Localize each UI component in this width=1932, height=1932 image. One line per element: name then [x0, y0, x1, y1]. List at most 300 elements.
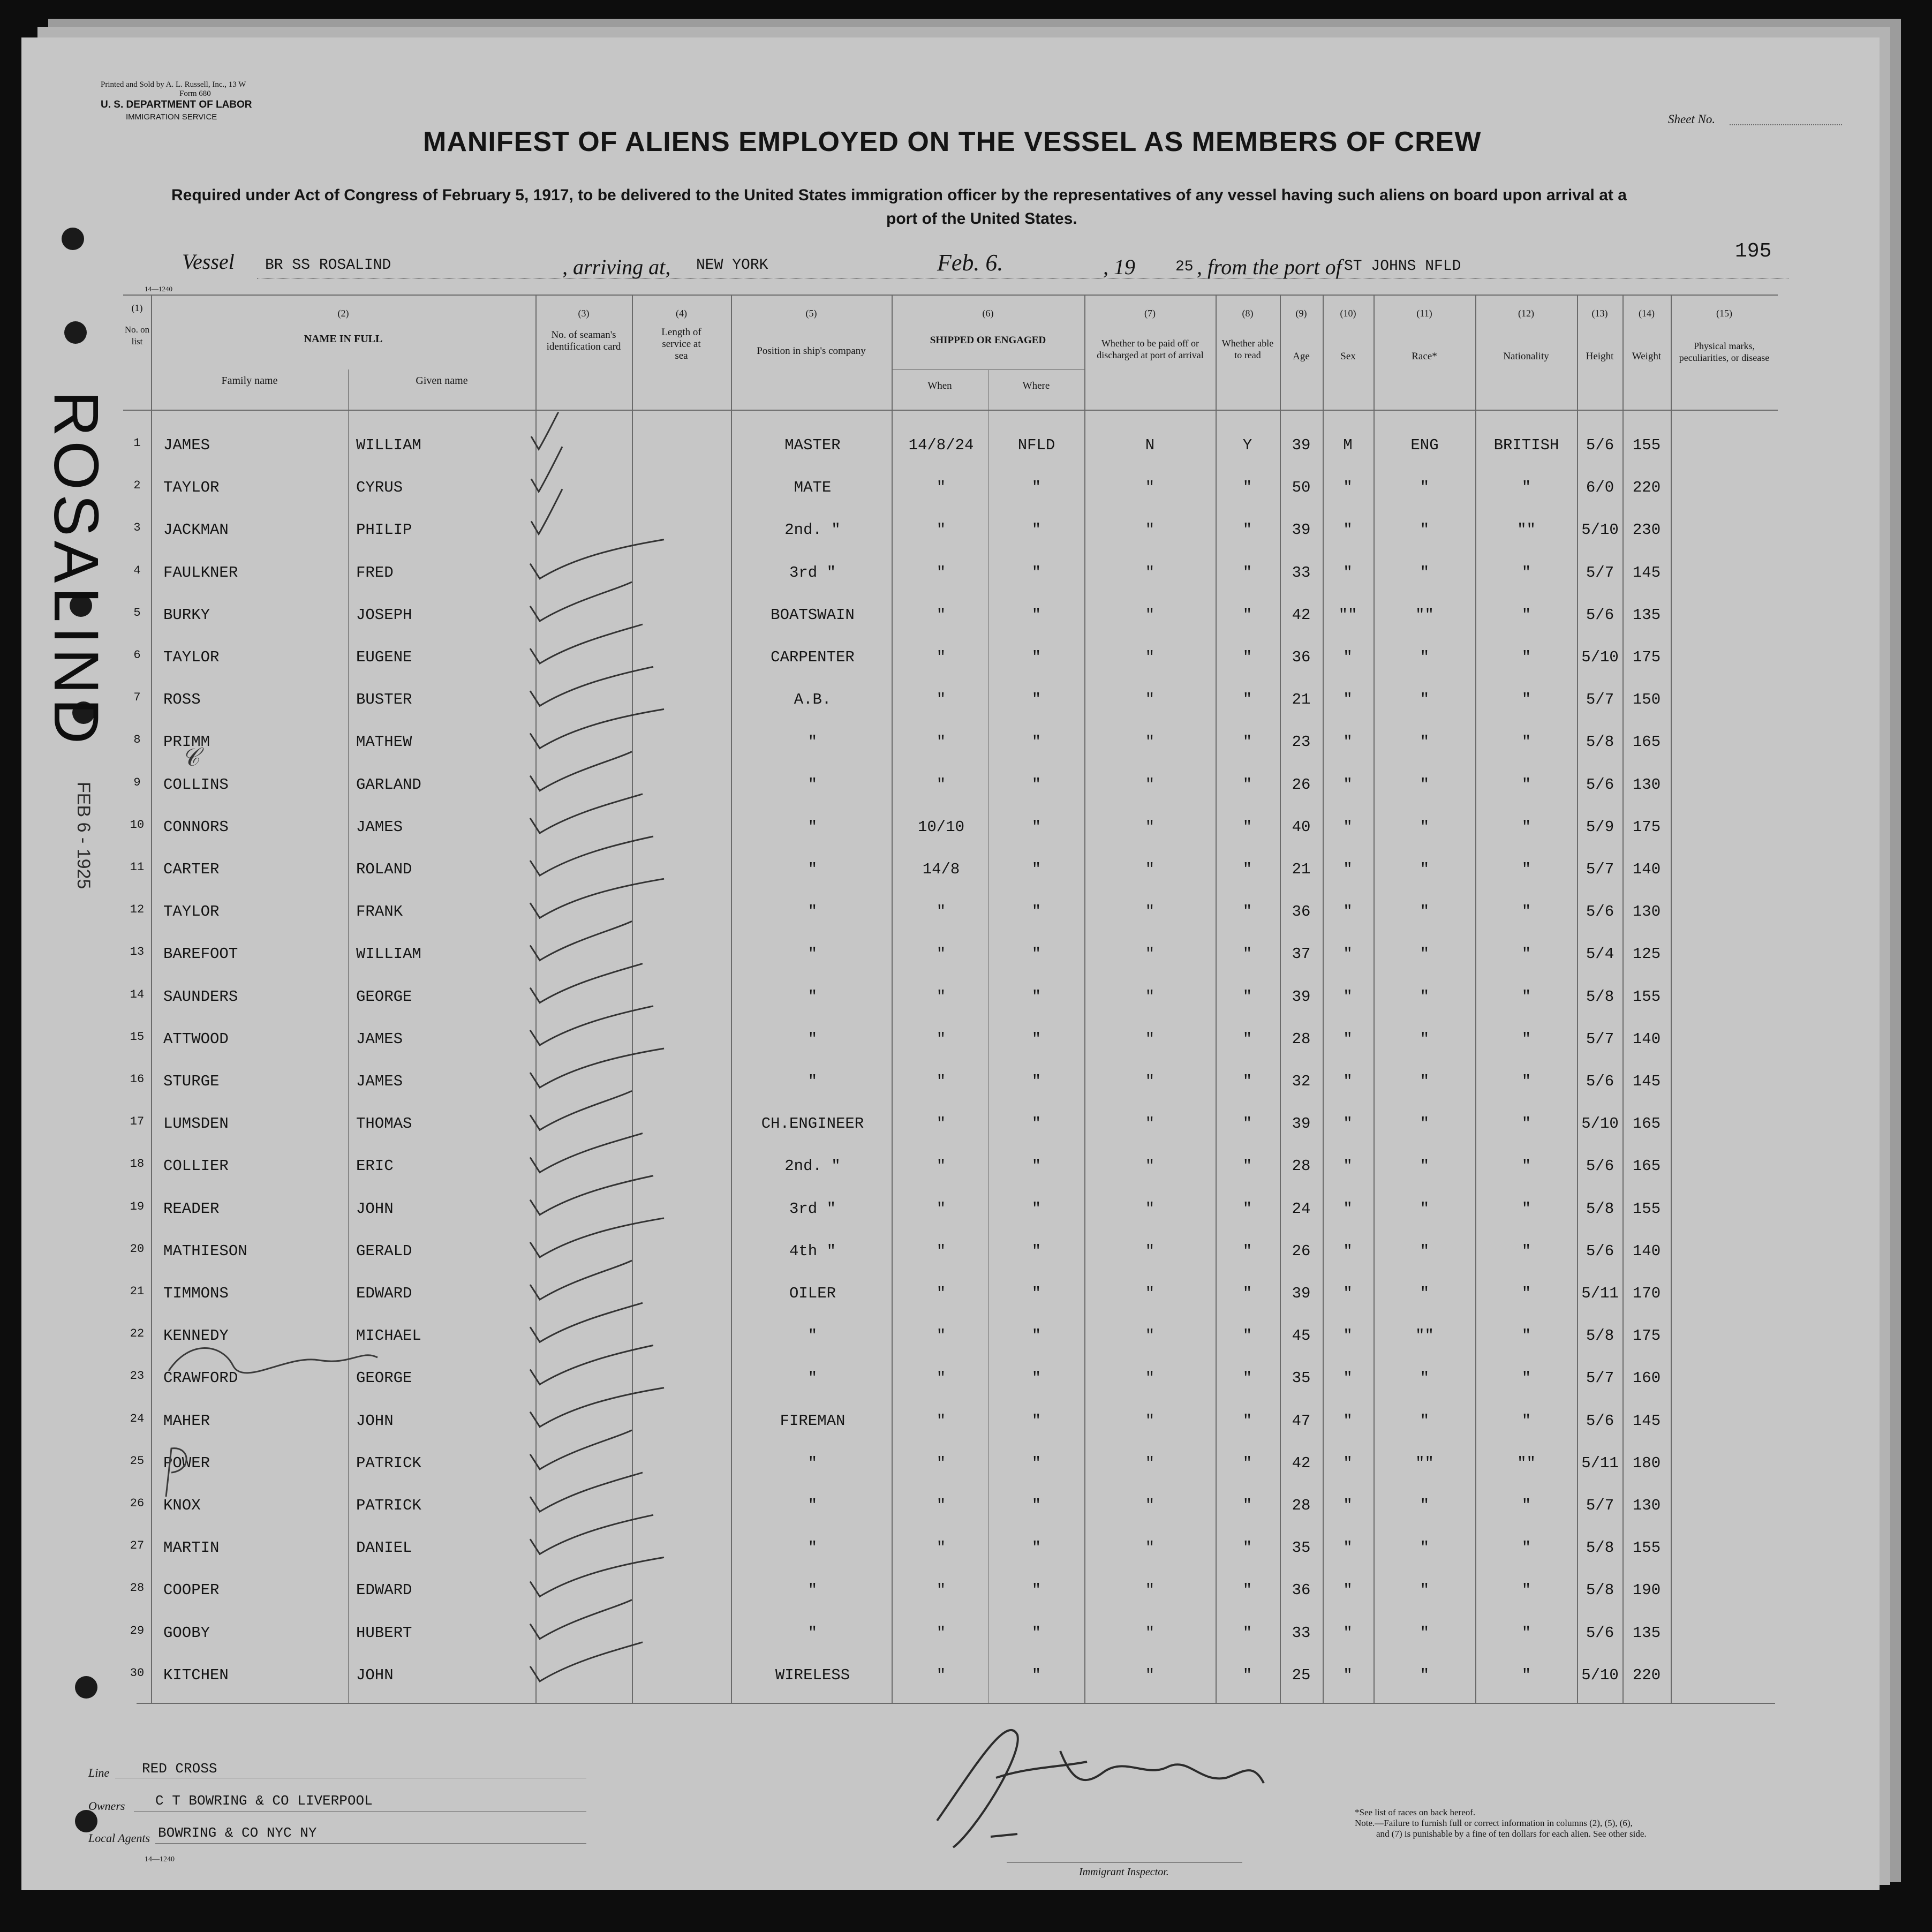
- footer-form-code: 14—1240: [145, 1855, 175, 1863]
- row-number: 18: [130, 1157, 145, 1171]
- sex: ": [1343, 563, 1353, 582]
- shipped-where: ": [1031, 1497, 1042, 1514]
- shipped-where: ": [1031, 1242, 1042, 1260]
- sex: ": [1343, 945, 1353, 963]
- paid-off: ": [1145, 1581, 1155, 1599]
- weight: 130: [1632, 903, 1661, 921]
- height: 5/11: [1581, 1454, 1619, 1472]
- shipped-where: ": [1031, 606, 1042, 624]
- race: ": [1420, 1412, 1430, 1430]
- shipped-when: ": [936, 1369, 946, 1387]
- weight: 230: [1632, 521, 1661, 539]
- age: 50: [1292, 479, 1311, 497]
- col-9-number: (9): [1295, 308, 1307, 319]
- shipped-when: ": [936, 1539, 946, 1557]
- paid-off: ": [1145, 1624, 1155, 1642]
- family-name: LUMSDEN: [163, 1115, 229, 1133]
- punch-hole: [62, 228, 84, 250]
- position: 3rd ": [789, 563, 836, 582]
- nationality: BRITISH: [1493, 436, 1559, 454]
- height: 5/7: [1586, 1030, 1614, 1048]
- given-name: JOHN: [356, 1666, 394, 1684]
- height: 5/9: [1586, 818, 1614, 836]
- nationality: ": [1521, 479, 1531, 497]
- height: 5/7: [1586, 1369, 1614, 1387]
- able-to-read: ": [1242, 903, 1252, 921]
- sex: ": [1343, 903, 1353, 921]
- shipped-when: ": [936, 903, 946, 921]
- sex: ": [1343, 1115, 1353, 1133]
- check-mark: [531, 412, 562, 449]
- able-to-read: ": [1242, 733, 1252, 751]
- shipped-when: ": [936, 648, 946, 666]
- penalty-note-1: Note.—Failure to furnish full or correct information in columns (2), (5), (6),: [1355, 1818, 1633, 1828]
- nationality: ": [1521, 733, 1531, 751]
- shipped-when: ": [936, 1115, 946, 1133]
- col-8-number: (8): [1242, 308, 1254, 319]
- race: ": [1420, 1539, 1430, 1557]
- height: 5/8: [1586, 1539, 1614, 1557]
- age: 21: [1292, 861, 1311, 878]
- sex: ": [1343, 1581, 1353, 1599]
- col-4-header: Length of service at sea: [661, 327, 701, 361]
- line-label: Line: [88, 1766, 110, 1779]
- weight: 130: [1632, 775, 1661, 794]
- vessel-label: Vessel: [182, 250, 235, 274]
- check-mark: [530, 1388, 664, 1427]
- paid-off: ": [1145, 1030, 1155, 1048]
- given-name: WILLIAM: [356, 436, 421, 454]
- given-name: CYRUS: [356, 479, 403, 497]
- vessel-name-stamp: ROSALIND: [41, 391, 111, 749]
- punch-hole: [75, 1676, 97, 1699]
- shipped-where: ": [1031, 1539, 1042, 1557]
- shipped-when: ": [936, 1030, 946, 1048]
- position: ": [807, 1539, 818, 1557]
- sex: ": [1343, 691, 1353, 709]
- col-divider: [1373, 295, 1375, 1703]
- penalty-note-2: and (7) is punishable by a fine of ten dollars for each alien. See other side.: [1376, 1829, 1647, 1839]
- nationality: ": [1521, 1199, 1531, 1218]
- nationality: ": [1521, 1497, 1531, 1514]
- able-to-read: ": [1242, 1624, 1252, 1642]
- table-header-bottom: [123, 410, 1778, 411]
- race: ": [1420, 945, 1430, 963]
- vessel-name: BR SS ROSALIND: [265, 257, 391, 274]
- check-mark: [530, 1091, 632, 1130]
- shipped-when: ": [936, 1073, 946, 1090]
- family-name: GOOBY: [163, 1624, 210, 1642]
- shipped-when: ": [936, 1497, 946, 1514]
- weight: 130: [1632, 1497, 1661, 1514]
- height: 5/7: [1586, 691, 1614, 709]
- race: ": [1420, 1624, 1430, 1642]
- row-number: 16: [130, 1073, 145, 1086]
- row-number: 6: [133, 648, 141, 662]
- weight: 220: [1632, 1666, 1661, 1684]
- col-15-number: (15): [1716, 308, 1732, 319]
- able-to-read: ": [1242, 861, 1252, 878]
- row-number: 2: [133, 479, 141, 493]
- shipped-when: 14/8/24: [908, 436, 974, 454]
- given-name: FRED: [356, 563, 394, 582]
- given-name: EUGENE: [356, 648, 412, 666]
- nationality: "": [1517, 521, 1536, 539]
- row-number: 29: [130, 1624, 145, 1637]
- paid-off: ": [1145, 818, 1155, 836]
- check-mark: [530, 540, 664, 579]
- race: ": [1420, 775, 1430, 794]
- nationality: ": [1521, 903, 1531, 921]
- shipped-when: ": [936, 1327, 946, 1345]
- race: ": [1420, 1369, 1430, 1387]
- subtitle-line-2: port of the United States.: [886, 210, 1077, 228]
- weight: 180: [1632, 1454, 1661, 1472]
- col-15-header: Physical marks, peculiarities, or disease: [1679, 341, 1770, 363]
- family-name: PRIMM: [163, 733, 210, 751]
- sex: M: [1343, 436, 1353, 454]
- paid-off: ": [1145, 1369, 1155, 1387]
- nationality: ": [1521, 1242, 1531, 1260]
- race: ": [1420, 1073, 1430, 1090]
- age: 47: [1292, 1412, 1311, 1430]
- shipped-when: ": [936, 606, 946, 624]
- sex: ": [1343, 1157, 1353, 1175]
- position: ": [807, 1497, 818, 1514]
- weight: 155: [1632, 1199, 1661, 1218]
- family-name: FAULKNER: [163, 563, 238, 582]
- family-name: CRAWFORD: [163, 1369, 238, 1387]
- shipped-where: ": [1031, 861, 1042, 878]
- paid-off: ": [1145, 479, 1155, 497]
- race: ": [1420, 563, 1430, 582]
- age: 39: [1292, 1285, 1311, 1302]
- year-prefix: , 19: [1103, 255, 1135, 279]
- shipped-when: ": [936, 1454, 946, 1472]
- weight: 140: [1632, 1030, 1661, 1048]
- sex: "": [1338, 606, 1357, 624]
- position: ": [807, 733, 818, 751]
- family-name: TAYLOR: [163, 903, 220, 921]
- col-13-header: Height: [1586, 351, 1614, 362]
- row-number: 28: [130, 1581, 145, 1595]
- weight: 140: [1632, 1242, 1661, 1260]
- given-name: JAMES: [356, 1030, 403, 1048]
- shipped-where: ": [1031, 691, 1042, 709]
- sex: ": [1343, 1454, 1353, 1472]
- row-number: 12: [130, 903, 145, 917]
- shipped-where: ": [1031, 903, 1042, 921]
- weight: 150: [1632, 691, 1661, 709]
- family-name: MATHIESON: [163, 1242, 247, 1260]
- position: ": [807, 1327, 818, 1345]
- able-to-read: ": [1242, 945, 1252, 963]
- shipped-when: ": [936, 1199, 946, 1218]
- position: CH.ENGINEER: [761, 1115, 864, 1133]
- shipped-where: ": [1031, 1199, 1042, 1218]
- race: "": [1415, 1327, 1434, 1345]
- weight: 190: [1632, 1581, 1661, 1599]
- able-to-read: ": [1242, 1412, 1252, 1430]
- shipped-when: ": [936, 1666, 946, 1684]
- check-mark: [530, 836, 653, 876]
- race: "": [1415, 606, 1434, 624]
- age: 39: [1292, 436, 1311, 454]
- weight: 165: [1632, 733, 1661, 751]
- check-mark: [530, 921, 632, 960]
- punch-hole: [64, 321, 87, 344]
- check-mark: [530, 964, 643, 1003]
- family-name: KITCHEN: [163, 1666, 229, 1684]
- paid-off: ": [1145, 1412, 1155, 1430]
- row-number: 20: [130, 1242, 145, 1256]
- race: ": [1420, 1242, 1430, 1260]
- height: 5/10: [1581, 521, 1619, 539]
- position: ": [807, 903, 818, 921]
- row-number: 21: [130, 1285, 145, 1298]
- race: ": [1420, 479, 1430, 497]
- age: 33: [1292, 1624, 1311, 1642]
- handwritten-correction-crawford: [158, 1333, 383, 1392]
- family-name: COLLIER: [163, 1157, 229, 1175]
- able-to-read: ": [1242, 1030, 1252, 1048]
- col-12-header: Nationality: [1503, 351, 1549, 362]
- shipped-when: ": [936, 1157, 946, 1175]
- shipped-where: ": [1031, 987, 1042, 1006]
- able-to-read: ": [1242, 563, 1252, 582]
- race: ": [1420, 733, 1430, 751]
- col-divider: [1475, 295, 1476, 1703]
- col-7-header: Whether to be paid off or discharged at port of arrival: [1097, 338, 1204, 360]
- col-3-header: No. of seaman's identification card: [546, 329, 621, 352]
- col-1-number: (1): [131, 303, 143, 313]
- row-number: 13: [130, 945, 145, 959]
- age: 35: [1292, 1539, 1311, 1557]
- weight: 135: [1632, 1624, 1661, 1642]
- check-mark: [530, 667, 653, 706]
- able-to-read: ": [1242, 606, 1252, 624]
- shipped-when: 14/8: [922, 861, 960, 878]
- row-number: 15: [130, 1030, 145, 1044]
- shipped-where: ": [1031, 1412, 1042, 1430]
- able-to-read: ": [1242, 1115, 1252, 1133]
- position: FIREMAN: [780, 1412, 846, 1430]
- check-mark: [530, 794, 643, 833]
- paid-off: ": [1145, 733, 1155, 751]
- family-name: ATTWOOD: [163, 1030, 229, 1048]
- position: ": [807, 1454, 818, 1472]
- position: ": [807, 1581, 818, 1599]
- age: 35: [1292, 1369, 1311, 1387]
- age: 33: [1292, 563, 1311, 582]
- able-to-read: ": [1242, 1581, 1252, 1599]
- vessel-underline: [257, 278, 1788, 279]
- page-number: 195: [1735, 240, 1772, 263]
- check-mark: [530, 1642, 643, 1681]
- col-divider: [892, 295, 893, 1703]
- age: 36: [1292, 1581, 1311, 1599]
- position: 2nd. ": [784, 521, 841, 539]
- position: ": [807, 1030, 818, 1048]
- subtitle-line-1: Required under Act of Congress of February 5, 1917, to be delivered to the United States immigration officer by the representatives of any vessel having such aliens on board upon arrival at a: [171, 186, 1627, 204]
- able-to-read: ": [1242, 1666, 1252, 1684]
- given-name: ERIC: [356, 1157, 394, 1175]
- shipped-when: ": [936, 1412, 946, 1430]
- check-mark: [530, 879, 664, 918]
- shipped-where: ": [1031, 733, 1042, 751]
- nationality: ": [1521, 1030, 1531, 1048]
- check-mark: [530, 1473, 643, 1512]
- row-number: 24: [130, 1412, 145, 1425]
- nationality: ": [1521, 818, 1531, 836]
- row-number: 30: [130, 1666, 145, 1680]
- shipped-when: ": [936, 1624, 946, 1642]
- check-mark: [530, 1303, 643, 1342]
- given-name: BUSTER: [356, 691, 412, 709]
- col-11-header: Race*: [1412, 351, 1437, 362]
- age: 39: [1292, 1115, 1311, 1133]
- family-name: TIMMONS: [163, 1285, 229, 1302]
- check-mark: [530, 752, 632, 791]
- shipped-where: ": [1031, 1157, 1042, 1175]
- able-to-read: ": [1242, 648, 1252, 666]
- table-form-code: 14—1240: [145, 285, 172, 293]
- nationality: ": [1521, 691, 1531, 709]
- family-name: COOPER: [163, 1581, 220, 1599]
- shipped-when: ": [936, 691, 946, 709]
- nationality: ": [1521, 1666, 1531, 1684]
- age: 42: [1292, 1454, 1311, 1472]
- family-name: KNOX: [163, 1497, 201, 1514]
- given-name: PATRICK: [356, 1497, 421, 1514]
- position: ": [807, 987, 818, 1006]
- paid-off: ": [1145, 521, 1155, 539]
- nationality: ": [1521, 1115, 1531, 1133]
- race: ": [1420, 521, 1430, 539]
- weight: 155: [1632, 987, 1661, 1006]
- family-name: CONNORS: [163, 818, 229, 836]
- age: 36: [1292, 903, 1311, 921]
- sex: ": [1343, 521, 1353, 539]
- shipped-when: ": [936, 1242, 946, 1260]
- table-top-border: [123, 295, 1778, 296]
- age: 37: [1292, 945, 1311, 963]
- paid-off: ": [1145, 606, 1155, 624]
- race: ": [1420, 1285, 1430, 1302]
- paid-off: ": [1145, 1497, 1155, 1514]
- age: 21: [1292, 691, 1311, 709]
- nationality: ": [1521, 563, 1531, 582]
- age: 28: [1292, 1030, 1311, 1048]
- height: 5/8: [1586, 733, 1614, 751]
- position: ": [807, 1073, 818, 1090]
- shipped-where: ": [1031, 563, 1042, 582]
- given-name: PATRICK: [356, 1454, 421, 1472]
- height: 5/8: [1586, 987, 1614, 1006]
- shipped-when: ": [936, 479, 946, 497]
- nationality: ": [1521, 1369, 1531, 1387]
- handwritten-initial-power: [158, 1443, 195, 1502]
- col-4-number: (4): [676, 308, 687, 319]
- form-number: Form 680: [179, 89, 211, 98]
- race: ": [1420, 691, 1430, 709]
- age: 28: [1292, 1497, 1311, 1514]
- race: ": [1420, 987, 1430, 1006]
- col-14-number: (14): [1639, 308, 1655, 319]
- able-to-read: ": [1242, 1285, 1252, 1302]
- position: 3rd ": [789, 1199, 836, 1218]
- position: ": [807, 945, 818, 963]
- nationality: ": [1521, 861, 1531, 878]
- weight: 135: [1632, 606, 1661, 624]
- family-name: SAUNDERS: [163, 987, 238, 1006]
- given-name: GARLAND: [356, 775, 421, 794]
- nationality: ": [1521, 775, 1531, 794]
- paid-off: ": [1145, 903, 1155, 921]
- height: 5/6: [1586, 606, 1614, 624]
- position: ": [807, 775, 818, 794]
- shipped-when: ": [936, 1285, 946, 1302]
- given-name: WILLIAM: [356, 945, 421, 963]
- able-to-read: ": [1242, 1157, 1252, 1175]
- weight: 145: [1632, 1073, 1661, 1090]
- shipped-where: ": [1031, 1454, 1042, 1472]
- race: ": [1420, 1030, 1430, 1048]
- row-number: 26: [130, 1497, 145, 1510]
- check-mark: [531, 447, 562, 492]
- agents-underline: [155, 1843, 586, 1844]
- inspector-signature: [857, 1703, 1274, 1863]
- sex: ": [1343, 648, 1353, 666]
- col-divider: [151, 295, 152, 1703]
- shipped-where: NFLD: [1017, 436, 1055, 454]
- race: ": [1420, 818, 1430, 836]
- given-name: EDWARD: [356, 1581, 412, 1599]
- given-name: MATHEW: [356, 733, 412, 751]
- position: 4th ": [789, 1242, 836, 1260]
- height: 5/10: [1581, 648, 1619, 666]
- height: 5/7: [1586, 861, 1614, 878]
- shipped-where: ": [1031, 1624, 1042, 1642]
- row-number: 23: [130, 1369, 145, 1383]
- race: ENG: [1410, 436, 1439, 454]
- col-divider: [731, 295, 732, 1703]
- col-2-number: (2): [337, 308, 349, 319]
- weight: 145: [1632, 1412, 1661, 1430]
- given-name: HUBERT: [356, 1624, 412, 1642]
- race: ": [1420, 1497, 1430, 1514]
- col-3-number: (3): [578, 308, 590, 319]
- able-to-read: ": [1242, 691, 1252, 709]
- paid-off: ": [1145, 1073, 1155, 1090]
- family-name: TAYLOR: [163, 479, 220, 497]
- col-7-number: (7): [1144, 308, 1156, 319]
- age: 45: [1292, 1327, 1311, 1345]
- position: ": [807, 861, 818, 878]
- height: 5/8: [1586, 1199, 1614, 1218]
- race: ": [1420, 1666, 1430, 1684]
- age: 26: [1292, 1242, 1311, 1260]
- row-number: 1: [133, 436, 141, 450]
- row-number: 11: [130, 861, 145, 874]
- sex: ": [1343, 1624, 1353, 1642]
- col-1-header: No. on list: [124, 324, 150, 346]
- age: 24: [1292, 1199, 1311, 1218]
- sex: ": [1343, 1497, 1353, 1514]
- family-name: JACKMAN: [163, 521, 229, 539]
- col-divider: [1671, 295, 1672, 1703]
- shipped-when: ": [936, 987, 946, 1006]
